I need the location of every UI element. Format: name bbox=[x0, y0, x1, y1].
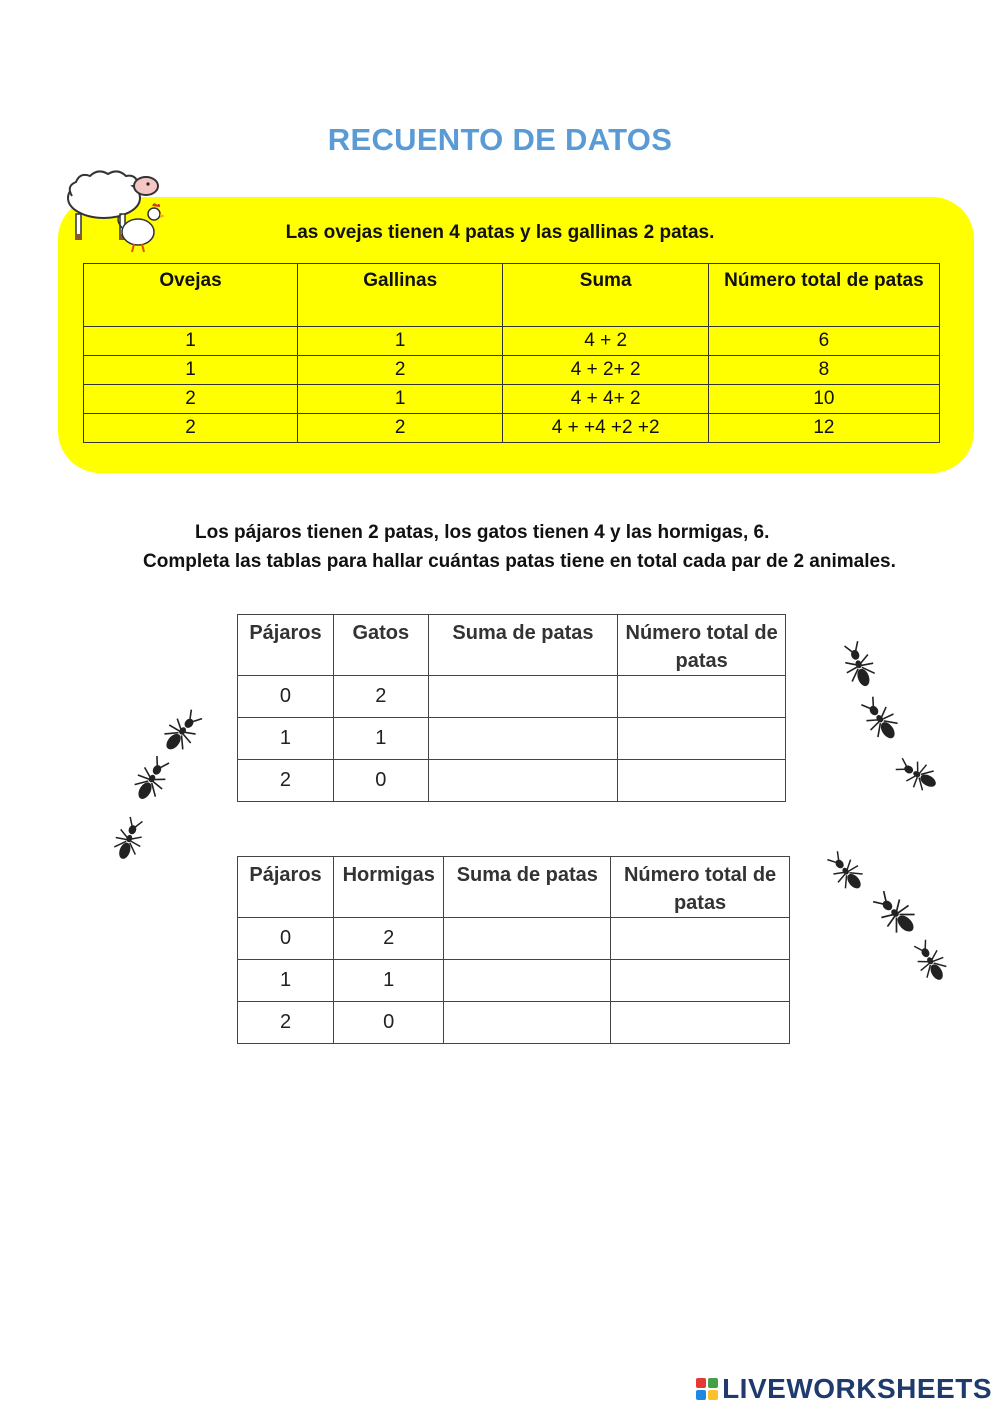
intro-text: Las ovejas tienen 4 patas y las gallinas 2 patas. bbox=[285, 222, 715, 243]
answer-input-total[interactable] bbox=[611, 960, 790, 1002]
table-cell: 2 bbox=[238, 1002, 334, 1044]
instructions-line-1: Los pájaros tienen 2 patas, los gatos tienen 4 y las hormigas, 6. bbox=[195, 522, 770, 543]
table-cell: 2 bbox=[298, 356, 503, 385]
answer-input-sum[interactable] bbox=[428, 760, 618, 802]
table-cell: 6 bbox=[708, 327, 939, 356]
table-cell: 0 bbox=[238, 676, 334, 718]
page-title: RECUENTO DE DATOS bbox=[327, 122, 673, 157]
table-cell: 0 bbox=[333, 760, 428, 802]
table-cell: 4 + 4+ 2 bbox=[503, 385, 708, 414]
table-cell: 4 + 2 bbox=[503, 327, 708, 356]
table-cell: 1 bbox=[238, 960, 334, 1002]
table-row bbox=[238, 960, 790, 1002]
legs-table-example bbox=[83, 263, 940, 443]
table-header-row bbox=[238, 615, 786, 676]
header-suma: Suma bbox=[503, 264, 708, 327]
header-gallinas: Gallinas bbox=[298, 264, 503, 327]
table-row bbox=[238, 1002, 790, 1044]
table-cell: 4 + 2+ 2 bbox=[503, 356, 708, 385]
header-pajaros: Pájaros bbox=[238, 615, 334, 676]
header-total-patas: Número total de patas bbox=[611, 857, 790, 918]
answer-input-sum[interactable] bbox=[444, 960, 611, 1002]
table-cell: 2 bbox=[333, 676, 428, 718]
table-cell: 0 bbox=[238, 918, 334, 960]
header-total: Número total de patas bbox=[708, 264, 939, 327]
header-suma-patas: Suma de patas bbox=[428, 615, 618, 676]
table-cell: 1 bbox=[238, 718, 334, 760]
table-cell: 1 bbox=[84, 356, 298, 385]
table-header-row bbox=[84, 264, 940, 327]
answer-input-sum[interactable] bbox=[444, 918, 611, 960]
header-suma-patas: Suma de patas bbox=[444, 857, 611, 918]
header-pajaros: Pájaros bbox=[238, 857, 334, 918]
table-row bbox=[238, 760, 786, 802]
answer-input-total[interactable] bbox=[618, 676, 786, 718]
table-cell: 1 bbox=[84, 327, 298, 356]
table-cell: 10 bbox=[708, 385, 939, 414]
table-row bbox=[84, 356, 940, 385]
birds-cats-table bbox=[237, 614, 786, 802]
brand-name: LIVEWORKSHEETS bbox=[722, 1373, 992, 1404]
ant-icon bbox=[904, 936, 960, 992]
answer-input-sum[interactable] bbox=[444, 1002, 611, 1044]
table-cell: 1 bbox=[298, 385, 503, 414]
instructions bbox=[143, 518, 903, 576]
table-header-row bbox=[238, 857, 790, 918]
answer-input-total[interactable] bbox=[618, 718, 786, 760]
header-gatos: Gatos bbox=[333, 615, 428, 676]
header-ovejas: Ovejas bbox=[84, 264, 298, 327]
table-row bbox=[84, 414, 940, 443]
answer-input-total[interactable] bbox=[618, 760, 786, 802]
table-row bbox=[84, 327, 940, 356]
footer-brand bbox=[696, 1373, 992, 1405]
instructions-line-2: Completa las tablas para hallar cuántas patas tiene en total cada par de 2 animales. bbox=[143, 551, 896, 572]
birds-ants-table bbox=[237, 856, 790, 1044]
answer-input-total[interactable] bbox=[611, 918, 790, 960]
liveworksheets-logo-icon bbox=[696, 1378, 718, 1400]
table-row bbox=[84, 385, 940, 414]
table-cell: 2 bbox=[84, 414, 298, 443]
table-row bbox=[238, 718, 786, 760]
answer-input-sum[interactable] bbox=[428, 718, 618, 760]
table-cell: 0 bbox=[334, 1002, 444, 1044]
ant-icon bbox=[100, 814, 156, 870]
table-cell: 12 bbox=[708, 414, 939, 443]
table-cell: 2 bbox=[238, 760, 334, 802]
table-cell: 1 bbox=[333, 718, 428, 760]
header-hormigas: Hormigas bbox=[334, 857, 444, 918]
ant-icon bbox=[830, 638, 890, 698]
answer-input-total[interactable] bbox=[611, 1002, 790, 1044]
table-cell: 1 bbox=[298, 327, 503, 356]
table-cell: 1 bbox=[334, 960, 444, 1002]
ant-icon bbox=[852, 692, 912, 752]
table-row bbox=[238, 918, 790, 960]
table-row bbox=[238, 676, 786, 718]
table-cell: 2 bbox=[298, 414, 503, 443]
ant-icon bbox=[892, 748, 948, 804]
table-cell: 8 bbox=[708, 356, 939, 385]
table-cell: 2 bbox=[84, 385, 298, 414]
table-cell: 2 bbox=[334, 918, 444, 960]
table-cell: 4 + +4 +2 +2 bbox=[503, 414, 708, 443]
header-total-patas: Número total de patas bbox=[618, 615, 786, 676]
answer-input-sum[interactable] bbox=[428, 676, 618, 718]
ant-icon bbox=[120, 752, 180, 812]
